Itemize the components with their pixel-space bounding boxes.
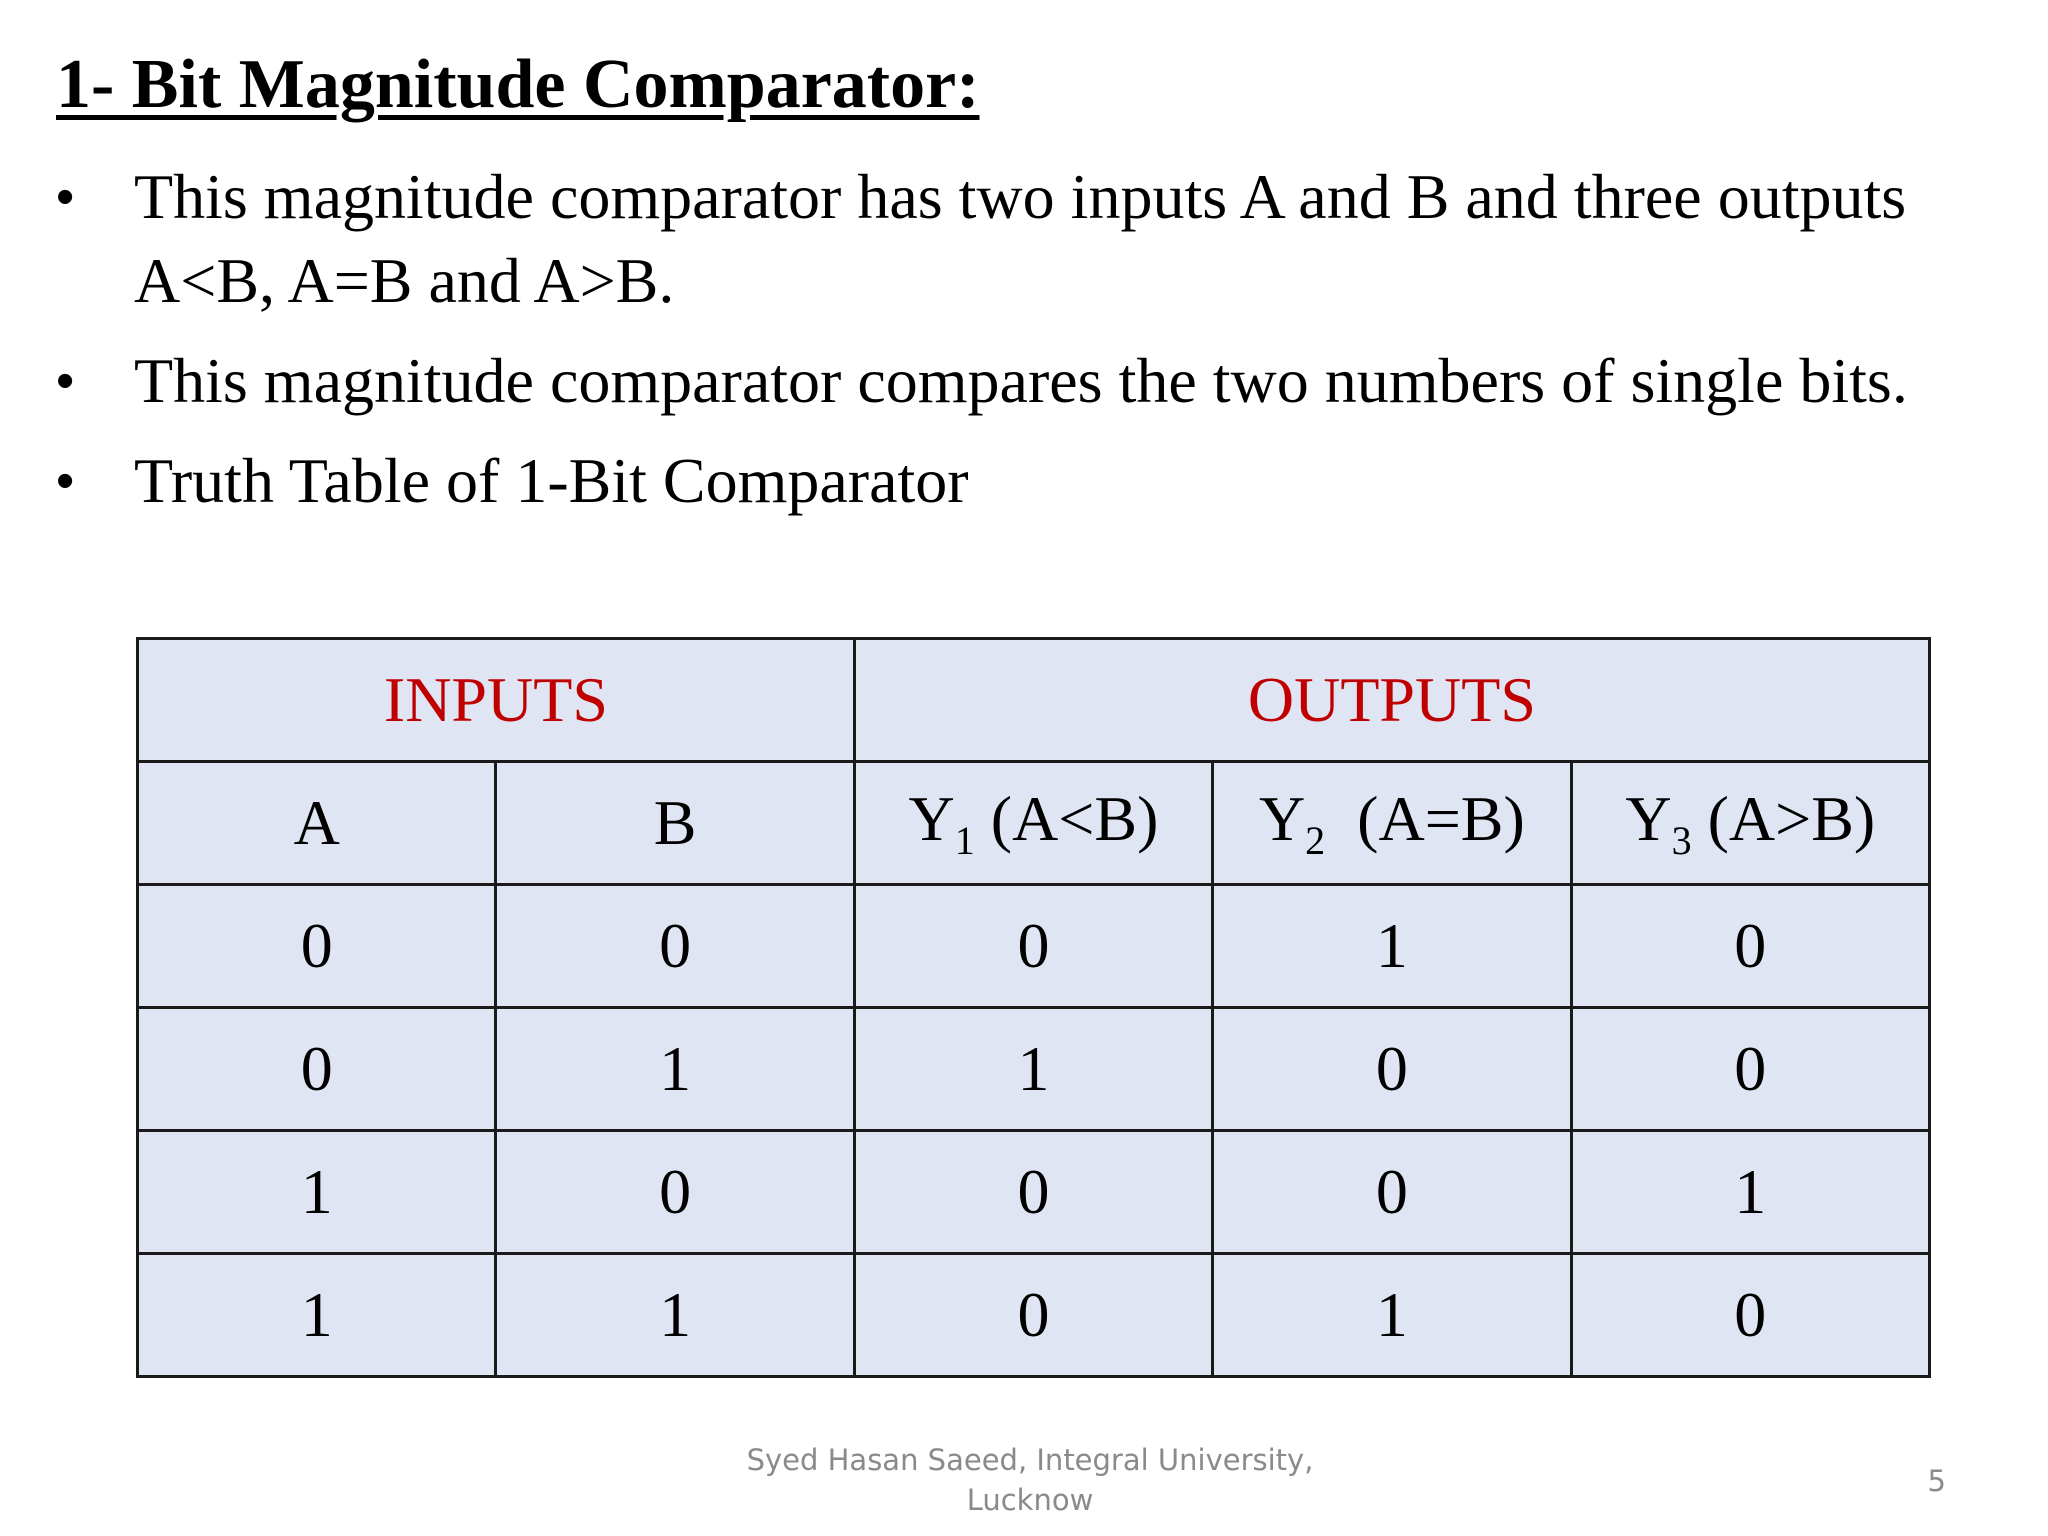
y3-label: (A>B)	[1691, 783, 1876, 854]
cell-y2: 1	[1213, 1254, 1571, 1377]
table-row	[138, 1131, 1930, 1254]
footer-author-line2: Lucknow	[966, 1483, 1094, 1517]
cell-a: 1	[138, 1254, 496, 1377]
y1-label: (A<B)	[974, 783, 1159, 854]
bullet-list	[48, 155, 1968, 539]
cell-y2: 0	[1213, 1008, 1571, 1131]
cell-y3: 1	[1571, 1131, 1929, 1254]
cell-y3: 0	[1571, 1008, 1929, 1131]
column-header-row	[138, 762, 1930, 885]
footer-author-line1: Syed Hasan Saeed, Integral University,	[746, 1443, 1314, 1477]
table-row	[138, 1008, 1930, 1131]
cell-a: 0	[138, 1008, 496, 1131]
bullet-icon: •	[56, 352, 75, 410]
bullet-text: This magnitude comparator has two inputs A and B and three outputs A<B, A=B and A>B.	[134, 161, 1907, 316]
y3-subscript: 3	[1671, 818, 1692, 863]
y3-symbol: Y	[1625, 783, 1672, 854]
cell-y3: 0	[1571, 885, 1929, 1008]
bullet-text: Truth Table of 1-Bit Comparator	[134, 445, 969, 516]
column-header-y1	[854, 762, 1212, 885]
y1-subscript: 1	[954, 818, 975, 863]
cell-b: 0	[496, 885, 854, 1008]
cell-y1: 1	[854, 1008, 1212, 1131]
group-header-row	[138, 639, 1930, 762]
bullet-text: This magnitude comparator compares the two numbers of single bits.	[134, 345, 1908, 416]
column-header-y2	[1213, 762, 1571, 885]
cell-y2: 0	[1213, 1131, 1571, 1254]
cell-a: 1	[138, 1131, 496, 1254]
cell-a: 0	[138, 885, 496, 1008]
cell-b: 1	[496, 1008, 854, 1131]
table-row	[138, 1254, 1930, 1377]
cell-b: 0	[496, 1131, 854, 1254]
cell-y2: 1	[1213, 885, 1571, 1008]
cell-b: 1	[496, 1254, 854, 1377]
cell-y3: 0	[1571, 1254, 1929, 1377]
column-header-y3	[1571, 762, 1929, 885]
inputs-header: INPUTS	[138, 639, 855, 762]
y2-subscript: 2	[1305, 818, 1326, 863]
column-header-b: B	[496, 762, 854, 885]
page-number: 5	[1927, 1464, 1946, 1498]
slide-title: 1- Bit Magnitude Comparator:	[56, 46, 980, 123]
cell-y1: 0	[854, 885, 1212, 1008]
cell-y1: 0	[854, 1254, 1212, 1377]
bullet-item	[48, 439, 1968, 523]
bullet-icon: •	[56, 452, 75, 510]
y2-symbol: Y	[1258, 783, 1306, 854]
bullet-item	[48, 339, 1968, 423]
truth-table	[136, 637, 1931, 1378]
column-header-a: A	[138, 762, 496, 885]
outputs-header: OUTPUTS	[854, 639, 1929, 762]
y1-symbol: Y	[908, 783, 955, 854]
table-row	[138, 885, 1930, 1008]
cell-y1: 0	[854, 1131, 1212, 1254]
footer-author	[730, 1440, 1330, 1520]
y2-label: (A=B)	[1325, 783, 1525, 854]
bullet-item	[48, 155, 1968, 323]
bullet-icon: •	[56, 168, 75, 226]
